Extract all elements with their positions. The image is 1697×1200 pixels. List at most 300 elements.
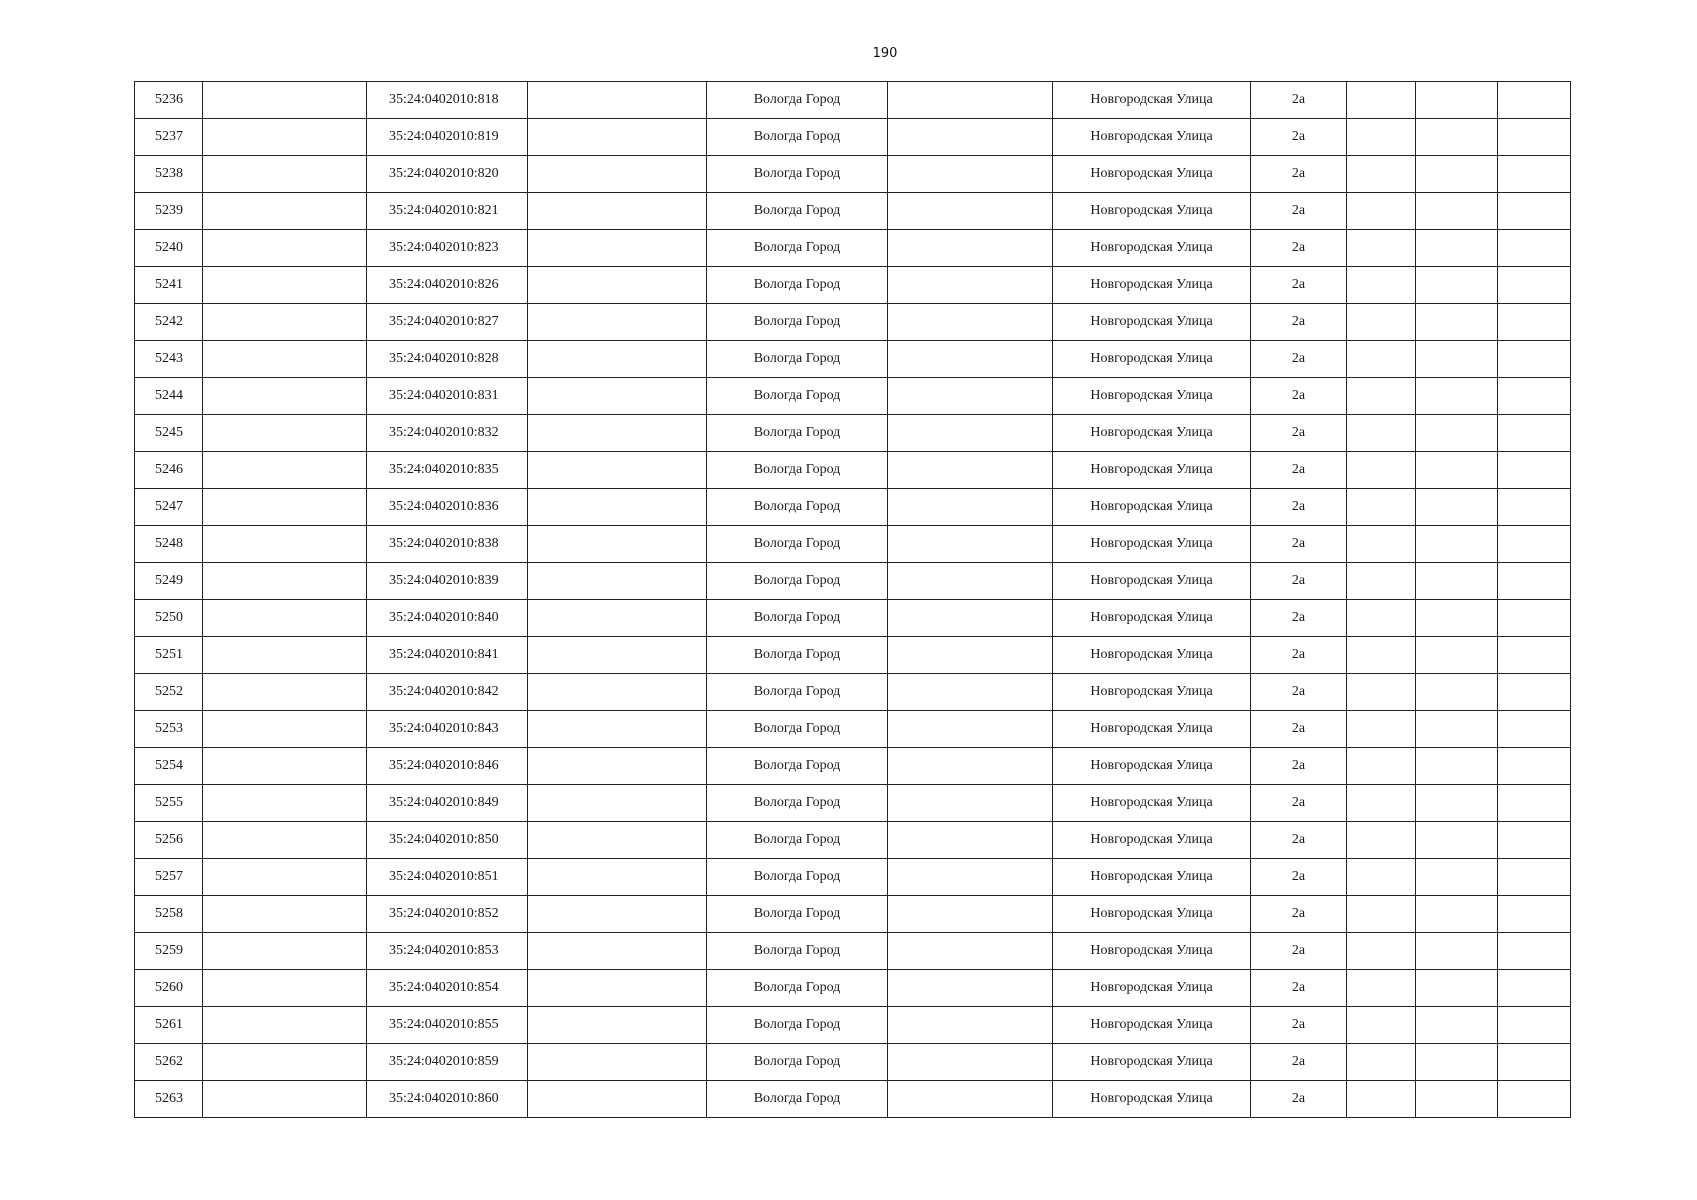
- empty-cell: [888, 674, 1053, 711]
- empty-cell: [528, 230, 707, 267]
- house-number-cell: 2а: [1251, 674, 1347, 711]
- empty-cell: [888, 193, 1053, 230]
- empty-cell: [203, 637, 367, 674]
- empty-cell: [1498, 748, 1571, 785]
- row-number-cell: 5238: [135, 156, 203, 193]
- empty-cell: [1416, 119, 1498, 156]
- empty-cell: [1498, 193, 1571, 230]
- empty-cell: [1347, 452, 1416, 489]
- house-number-cell: 2а: [1251, 230, 1347, 267]
- empty-cell: [1347, 378, 1416, 415]
- empty-cell: [888, 526, 1053, 563]
- city-cell: Вологда Город: [707, 82, 888, 119]
- empty-cell: [528, 489, 707, 526]
- cadastral-number-cell: 35:24:0402010:820: [367, 156, 528, 193]
- empty-cell: [528, 896, 707, 933]
- empty-cell: [888, 896, 1053, 933]
- city-cell: Вологда Город: [707, 415, 888, 452]
- street-cell: Новгородская Улица: [1053, 711, 1251, 748]
- empty-cell: [1347, 415, 1416, 452]
- empty-cell: [1416, 378, 1498, 415]
- empty-cell: [528, 748, 707, 785]
- empty-cell: [1347, 304, 1416, 341]
- empty-cell: [1498, 378, 1571, 415]
- cadastral-number-cell: 35:24:0402010:860: [367, 1081, 528, 1118]
- city-cell: Вологда Город: [707, 896, 888, 933]
- empty-cell: [888, 341, 1053, 378]
- empty-cell: [528, 267, 707, 304]
- table-row: [135, 674, 1571, 711]
- empty-cell: [1416, 563, 1498, 600]
- empty-cell: [1416, 822, 1498, 859]
- street-cell: Новгородская Улица: [1053, 452, 1251, 489]
- cadastral-number-cell: 35:24:0402010:835: [367, 452, 528, 489]
- cadastral-number-cell: 35:24:0402010:839: [367, 563, 528, 600]
- empty-cell: [1347, 822, 1416, 859]
- empty-cell: [888, 933, 1053, 970]
- empty-cell: [203, 563, 367, 600]
- cadastral-number-cell: 35:24:0402010:859: [367, 1044, 528, 1081]
- cadastral-number-cell: 35:24:0402010:854: [367, 970, 528, 1007]
- empty-cell: [203, 674, 367, 711]
- empty-cell: [203, 933, 367, 970]
- table-row: [135, 711, 1571, 748]
- empty-cell: [1347, 748, 1416, 785]
- city-cell: Вологда Город: [707, 748, 888, 785]
- row-number-cell: 5261: [135, 1007, 203, 1044]
- house-number-cell: 2а: [1251, 526, 1347, 563]
- table-row: [135, 1007, 1571, 1044]
- table-row: [135, 748, 1571, 785]
- table-row: [135, 526, 1571, 563]
- empty-cell: [203, 785, 367, 822]
- cadastral-number-cell: 35:24:0402010:852: [367, 896, 528, 933]
- house-number-cell: 2а: [1251, 637, 1347, 674]
- empty-cell: [1416, 637, 1498, 674]
- empty-cell: [203, 970, 367, 1007]
- empty-cell: [888, 711, 1053, 748]
- table-row: [135, 489, 1571, 526]
- empty-cell: [528, 859, 707, 896]
- empty-cell: [203, 1007, 367, 1044]
- empty-cell: [1498, 267, 1571, 304]
- empty-cell: [1347, 267, 1416, 304]
- cadastral-number-cell: 35:24:0402010:851: [367, 859, 528, 896]
- empty-cell: [528, 933, 707, 970]
- cadastral-number-cell: 35:24:0402010:842: [367, 674, 528, 711]
- empty-cell: [203, 526, 367, 563]
- house-number-cell: 2а: [1251, 415, 1347, 452]
- house-number-cell: 2а: [1251, 1081, 1347, 1118]
- empty-cell: [888, 563, 1053, 600]
- house-number-cell: 2а: [1251, 748, 1347, 785]
- empty-cell: [888, 600, 1053, 637]
- empty-cell: [1347, 193, 1416, 230]
- empty-cell: [528, 674, 707, 711]
- city-cell: Вологда Город: [707, 193, 888, 230]
- row-number-cell: 5255: [135, 785, 203, 822]
- street-cell: Новгородская Улица: [1053, 1081, 1251, 1118]
- empty-cell: [203, 267, 367, 304]
- empty-cell: [1416, 859, 1498, 896]
- table-row: [135, 933, 1571, 970]
- city-cell: Вологда Город: [707, 267, 888, 304]
- empty-cell: [203, 415, 367, 452]
- row-number-cell: 5260: [135, 970, 203, 1007]
- empty-cell: [528, 563, 707, 600]
- empty-cell: [1347, 933, 1416, 970]
- row-number-cell: 5250: [135, 600, 203, 637]
- empty-cell: [888, 859, 1053, 896]
- street-cell: Новгородская Улица: [1053, 378, 1251, 415]
- empty-cell: [1416, 785, 1498, 822]
- city-cell: Вологда Город: [707, 304, 888, 341]
- street-cell: Новгородская Улица: [1053, 970, 1251, 1007]
- empty-cell: [203, 600, 367, 637]
- empty-cell: [1498, 637, 1571, 674]
- city-cell: Вологда Город: [707, 230, 888, 267]
- city-cell: Вологда Город: [707, 711, 888, 748]
- row-number-cell: 5259: [135, 933, 203, 970]
- empty-cell: [1347, 600, 1416, 637]
- city-cell: Вологда Город: [707, 970, 888, 1007]
- empty-cell: [1498, 341, 1571, 378]
- empty-cell: [1416, 82, 1498, 119]
- house-number-cell: 2а: [1251, 378, 1347, 415]
- empty-cell: [528, 1007, 707, 1044]
- empty-cell: [1498, 489, 1571, 526]
- street-cell: Новгородская Улица: [1053, 785, 1251, 822]
- empty-cell: [1498, 859, 1571, 896]
- table-row: [135, 859, 1571, 896]
- empty-cell: [1416, 341, 1498, 378]
- house-number-cell: 2а: [1251, 193, 1347, 230]
- empty-cell: [1416, 230, 1498, 267]
- city-cell: Вологда Город: [707, 119, 888, 156]
- row-number-cell: 5248: [135, 526, 203, 563]
- empty-cell: [1498, 304, 1571, 341]
- house-number-cell: 2а: [1251, 1044, 1347, 1081]
- empty-cell: [888, 1007, 1053, 1044]
- empty-cell: [528, 526, 707, 563]
- city-cell: Вологда Город: [707, 933, 888, 970]
- address-register-table: [134, 81, 1571, 1118]
- house-number-cell: 2а: [1251, 933, 1347, 970]
- empty-cell: [203, 1044, 367, 1081]
- street-cell: Новгородская Улица: [1053, 748, 1251, 785]
- empty-cell: [203, 452, 367, 489]
- cadastral-number-cell: 35:24:0402010:827: [367, 304, 528, 341]
- empty-cell: [888, 304, 1053, 341]
- empty-cell: [528, 378, 707, 415]
- empty-cell: [1416, 600, 1498, 637]
- page-number: 190: [872, 46, 898, 61]
- house-number-cell: 2а: [1251, 600, 1347, 637]
- empty-cell: [1347, 119, 1416, 156]
- empty-cell: [1416, 896, 1498, 933]
- city-cell: Вологда Город: [707, 637, 888, 674]
- empty-cell: [528, 304, 707, 341]
- street-cell: Новгородская Улица: [1053, 304, 1251, 341]
- empty-cell: [1416, 304, 1498, 341]
- row-number-cell: 5263: [135, 1081, 203, 1118]
- row-number-cell: 5239: [135, 193, 203, 230]
- empty-cell: [888, 378, 1053, 415]
- empty-cell: [888, 82, 1053, 119]
- city-cell: Вологда Город: [707, 1044, 888, 1081]
- empty-cell: [528, 822, 707, 859]
- empty-cell: [1416, 415, 1498, 452]
- empty-cell: [1347, 970, 1416, 1007]
- cadastral-number-cell: 35:24:0402010:828: [367, 341, 528, 378]
- street-cell: Новгородская Улица: [1053, 896, 1251, 933]
- row-number-cell: 5243: [135, 341, 203, 378]
- city-cell: Вологда Город: [707, 341, 888, 378]
- street-cell: Новгородская Улица: [1053, 267, 1251, 304]
- empty-cell: [528, 415, 707, 452]
- table-row: [135, 193, 1571, 230]
- street-cell: Новгородская Улица: [1053, 341, 1251, 378]
- empty-cell: [203, 896, 367, 933]
- row-number-cell: 5237: [135, 119, 203, 156]
- empty-cell: [1416, 193, 1498, 230]
- empty-cell: [888, 156, 1053, 193]
- house-number-cell: 2а: [1251, 970, 1347, 1007]
- empty-cell: [528, 1081, 707, 1118]
- table-row: [135, 637, 1571, 674]
- empty-cell: [888, 785, 1053, 822]
- empty-cell: [203, 711, 367, 748]
- street-cell: Новгородская Улица: [1053, 674, 1251, 711]
- empty-cell: [528, 785, 707, 822]
- table-row: [135, 415, 1571, 452]
- table-row: [135, 304, 1571, 341]
- row-number-cell: 5249: [135, 563, 203, 600]
- street-cell: Новгородская Улица: [1053, 156, 1251, 193]
- city-cell: Вологда Город: [707, 1007, 888, 1044]
- empty-cell: [1498, 119, 1571, 156]
- empty-cell: [1416, 1081, 1498, 1118]
- empty-cell: [1498, 526, 1571, 563]
- empty-cell: [203, 193, 367, 230]
- row-number-cell: 5254: [135, 748, 203, 785]
- empty-cell: [888, 489, 1053, 526]
- table-row: [135, 341, 1571, 378]
- table-row: [135, 1081, 1571, 1118]
- empty-cell: [1416, 970, 1498, 1007]
- empty-cell: [528, 637, 707, 674]
- street-cell: Новгородская Улица: [1053, 1007, 1251, 1044]
- empty-cell: [888, 748, 1053, 785]
- cadastral-number-cell: 35:24:0402010:840: [367, 600, 528, 637]
- empty-cell: [1498, 563, 1571, 600]
- row-number-cell: 5245: [135, 415, 203, 452]
- cadastral-number-cell: 35:24:0402010:849: [367, 785, 528, 822]
- empty-cell: [1416, 452, 1498, 489]
- street-cell: Новгородская Улица: [1053, 933, 1251, 970]
- city-cell: Вологда Город: [707, 526, 888, 563]
- empty-cell: [1416, 526, 1498, 563]
- house-number-cell: 2а: [1251, 82, 1347, 119]
- cadastral-number-cell: 35:24:0402010:843: [367, 711, 528, 748]
- empty-cell: [1416, 156, 1498, 193]
- street-cell: Новгородская Улица: [1053, 82, 1251, 119]
- row-number-cell: 5240: [135, 230, 203, 267]
- empty-cell: [1416, 1044, 1498, 1081]
- table-row: [135, 119, 1571, 156]
- empty-cell: [203, 489, 367, 526]
- table-row: [135, 1044, 1571, 1081]
- empty-cell: [888, 119, 1053, 156]
- table-body: [135, 82, 1571, 1118]
- empty-cell: [888, 637, 1053, 674]
- empty-cell: [1347, 674, 1416, 711]
- table-row: [135, 600, 1571, 637]
- cadastral-number-cell: 35:24:0402010:832: [367, 415, 528, 452]
- empty-cell: [1416, 489, 1498, 526]
- empty-cell: [203, 82, 367, 119]
- empty-cell: [1347, 785, 1416, 822]
- house-number-cell: 2а: [1251, 341, 1347, 378]
- empty-cell: [203, 1081, 367, 1118]
- row-number-cell: 5251: [135, 637, 203, 674]
- row-number-cell: 5241: [135, 267, 203, 304]
- cadastral-number-cell: 35:24:0402010:853: [367, 933, 528, 970]
- empty-cell: [528, 600, 707, 637]
- empty-cell: [1498, 933, 1571, 970]
- empty-cell: [528, 970, 707, 1007]
- city-cell: Вологда Город: [707, 452, 888, 489]
- empty-cell: [1416, 933, 1498, 970]
- street-cell: Новгородская Улица: [1053, 563, 1251, 600]
- empty-cell: [1347, 156, 1416, 193]
- table-row: [135, 452, 1571, 489]
- empty-cell: [1498, 822, 1571, 859]
- row-number-cell: 5262: [135, 1044, 203, 1081]
- row-number-cell: 5246: [135, 452, 203, 489]
- empty-cell: [1416, 1007, 1498, 1044]
- table-row: [135, 563, 1571, 600]
- empty-cell: [203, 119, 367, 156]
- empty-cell: [1498, 785, 1571, 822]
- empty-cell: [1347, 1007, 1416, 1044]
- empty-cell: [1498, 970, 1571, 1007]
- empty-cell: [203, 822, 367, 859]
- house-number-cell: 2а: [1251, 822, 1347, 859]
- empty-cell: [203, 748, 367, 785]
- empty-cell: [528, 82, 707, 119]
- city-cell: Вологда Город: [707, 822, 888, 859]
- table-row: [135, 230, 1571, 267]
- empty-cell: [1498, 156, 1571, 193]
- empty-cell: [528, 156, 707, 193]
- house-number-cell: 2а: [1251, 711, 1347, 748]
- table-row: [135, 156, 1571, 193]
- empty-cell: [1347, 1044, 1416, 1081]
- city-cell: Вологда Город: [707, 156, 888, 193]
- table-row: [135, 785, 1571, 822]
- cadastral-number-cell: 35:24:0402010:855: [367, 1007, 528, 1044]
- empty-cell: [203, 304, 367, 341]
- street-cell: Новгородская Улица: [1053, 489, 1251, 526]
- empty-cell: [203, 859, 367, 896]
- city-cell: Вологда Город: [707, 674, 888, 711]
- house-number-cell: 2а: [1251, 267, 1347, 304]
- empty-cell: [1347, 489, 1416, 526]
- empty-cell: [1347, 82, 1416, 119]
- empty-cell: [1347, 637, 1416, 674]
- table-row: [135, 970, 1571, 1007]
- table-row: [135, 267, 1571, 304]
- empty-cell: [1498, 600, 1571, 637]
- empty-cell: [528, 341, 707, 378]
- table-row: [135, 82, 1571, 119]
- house-number-cell: 2а: [1251, 785, 1347, 822]
- row-number-cell: 5244: [135, 378, 203, 415]
- house-number-cell: 2а: [1251, 452, 1347, 489]
- row-number-cell: 5253: [135, 711, 203, 748]
- row-number-cell: 5257: [135, 859, 203, 896]
- cadastral-number-cell: 35:24:0402010:836: [367, 489, 528, 526]
- empty-cell: [1416, 267, 1498, 304]
- street-cell: Новгородская Улица: [1053, 859, 1251, 896]
- empty-cell: [888, 1081, 1053, 1118]
- empty-cell: [1498, 711, 1571, 748]
- row-number-cell: 5256: [135, 822, 203, 859]
- city-cell: Вологда Город: [707, 600, 888, 637]
- street-cell: Новгородская Улица: [1053, 600, 1251, 637]
- city-cell: Вологда Город: [707, 785, 888, 822]
- cadastral-number-cell: 35:24:0402010:819: [367, 119, 528, 156]
- empty-cell: [1347, 896, 1416, 933]
- cadastral-number-cell: 35:24:0402010:846: [367, 748, 528, 785]
- house-number-cell: 2а: [1251, 859, 1347, 896]
- empty-cell: [528, 1044, 707, 1081]
- cadastral-number-cell: 35:24:0402010:826: [367, 267, 528, 304]
- empty-cell: [1347, 1081, 1416, 1118]
- empty-cell: [888, 1044, 1053, 1081]
- empty-cell: [1498, 674, 1571, 711]
- street-cell: Новгородская Улица: [1053, 526, 1251, 563]
- house-number-cell: 2а: [1251, 1007, 1347, 1044]
- empty-cell: [1347, 711, 1416, 748]
- table-row: [135, 822, 1571, 859]
- cadastral-number-cell: 35:24:0402010:841: [367, 637, 528, 674]
- row-number-cell: 5236: [135, 82, 203, 119]
- empty-cell: [203, 378, 367, 415]
- empty-cell: [1498, 1007, 1571, 1044]
- empty-cell: [1498, 1081, 1571, 1118]
- street-cell: Новгородская Улица: [1053, 119, 1251, 156]
- empty-cell: [1498, 82, 1571, 119]
- house-number-cell: 2а: [1251, 489, 1347, 526]
- street-cell: Новгородская Улица: [1053, 230, 1251, 267]
- empty-cell: [528, 711, 707, 748]
- empty-cell: [1498, 452, 1571, 489]
- city-cell: Вологда Город: [707, 489, 888, 526]
- empty-cell: [888, 415, 1053, 452]
- empty-cell: [1347, 341, 1416, 378]
- city-cell: Вологда Город: [707, 859, 888, 896]
- table-row: [135, 896, 1571, 933]
- cadastral-number-cell: 35:24:0402010:838: [367, 526, 528, 563]
- house-number-cell: 2а: [1251, 563, 1347, 600]
- cadastral-number-cell: 35:24:0402010:850: [367, 822, 528, 859]
- empty-cell: [888, 970, 1053, 1007]
- empty-cell: [888, 822, 1053, 859]
- street-cell: Новгородская Улица: [1053, 637, 1251, 674]
- empty-cell: [1498, 230, 1571, 267]
